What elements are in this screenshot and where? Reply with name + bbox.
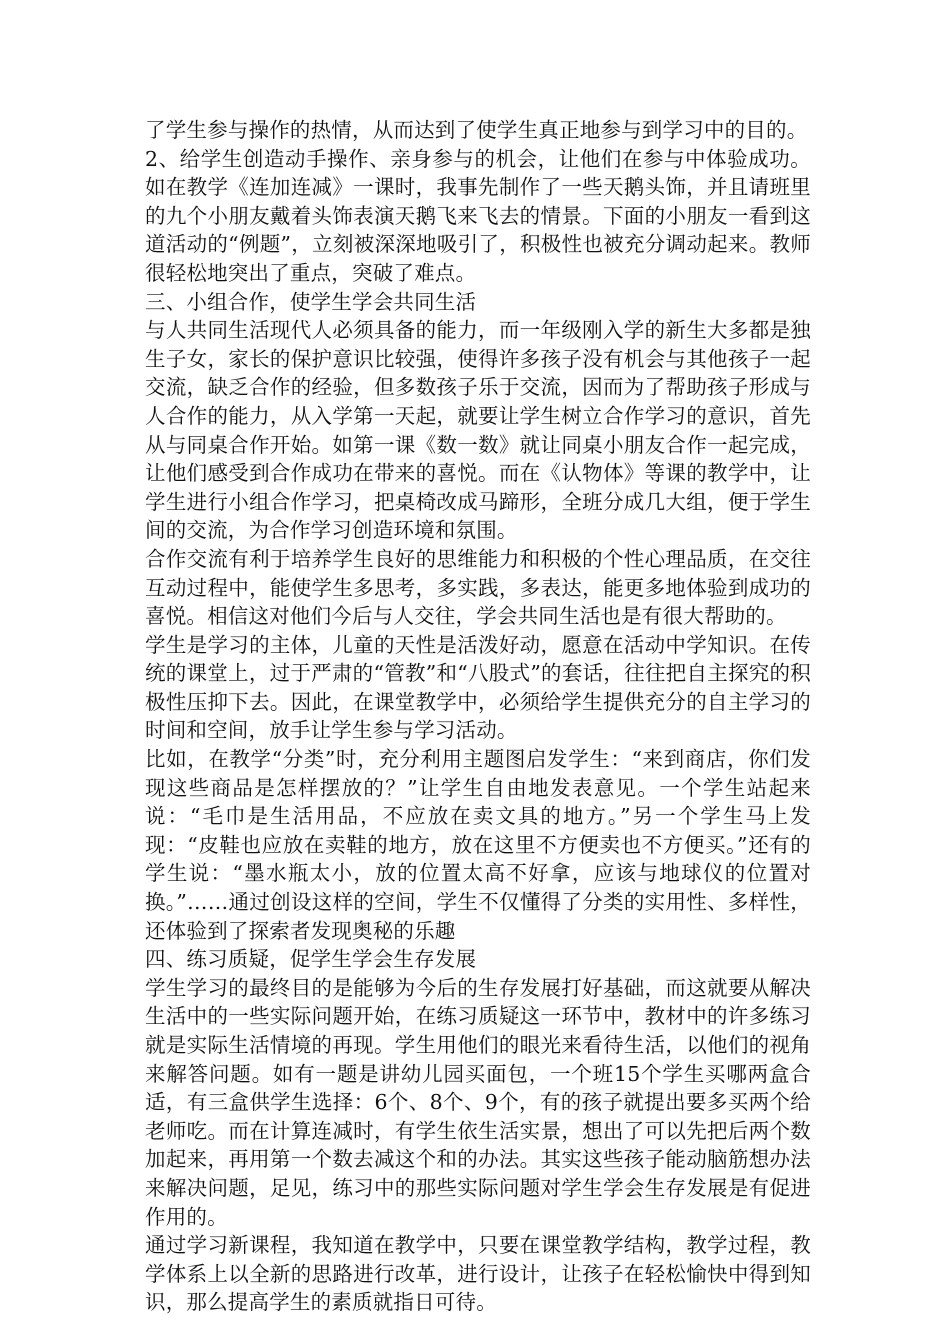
paragraph-cooperation-intro: 与人共同生活现代人必须具备的能力，而一年级刚入学的新生大多都是独生子女，家长的保护意识比较强，使得许多孩子没有机会与其他孩子一起交流，缺乏合作的经验，但多数孩子乐于交流，因而为了帮助孩子形成与人合作的能力，从入学第一天起，就要让学生树立合作学习的意识，首先从与同桌合作开始。如第一课《数一数》就让同桌小朋友合作一起完成，让他们感受到合作成功在带来的喜悦。而在《认物体》等课的教学中，让学生进行小组合作学习，把桌椅改成马蹄形，全班分成几大组，便于学生间的交流，为合作学习创造环境和氛围。 (145, 318, 811, 543)
paragraph-cooperation-benefits: 合作交流有利于培养学生良好的思维能力和积极的个性心理品质，在交往互动过程中，能使学生多思考，多实践，多表达，能更多地体验到成功的喜悦。相信这对他们今后与人交往，学会共同生活也是有很大帮助的。 (145, 546, 811, 629)
paragraph-practice-example: 学生学习的最终目的是能够为今后的生存发展打好基础，而这就要从解决生活中的一些实际问题开始，在练习质疑这一环节中，教材中的许多练习就是实际生活情境的再现。学生用他们的眼光来看待生活，以他们的视角来解答问题。如有一题是讲幼儿园买面包，一个班15个学生买哪两盒合适，有三盒供学生选择：6个、8个、9个，有的孩子就提出要多买两个给老师吃。而在计算连减时，有学生依生活实景，想出了可以先把后两个数加起来，再用第一个数去减这个和的办法。其实这些孩子能动脑筋想办法来解决问题，足见，练习中的那些实际问题对学生学会生存发展是有促进作用的。 (145, 975, 811, 1229)
document-body (145, 116, 811, 1317)
paragraph-hands-on-activity: 2、给学生创造动手操作、亲身参与的机会，让他们在参与中体验成功。如在教学《连加连减》一课时，我事先制作了一些天鹅头饰，并且请班里的九个小朋友戴着头饰表演天鹅飞来飞去的情景。下面的小朋友一看到这道活动的“例题”，立刻被深深地吸引了，积极性也被充分调动起来。教师很轻松地突出了重点，突破了难点。 (145, 146, 811, 285)
paragraph-conclusion: 通过学习新课程，我知道在教学中，只要在课堂教学结构，教学过程，教学体系上以全新的思路进行改革，进行设计，让孩子在轻松愉快中得到知识，那么提高学生的素质就指日可待。 (145, 1233, 811, 1315)
section-heading-group-cooperation: 三、小组合作，使学生学会共同生活 (145, 289, 477, 314)
section-heading-practice-questioning: 四、练习质疑，促学生学会生存发展 (145, 947, 477, 972)
paragraph-student-centered: 学生是学习的主体，儿童的天性是活泼好动，愿意在活动中学知识。在传统的课堂上，过于严肃的“管教”和“八股式”的套话，往往把自主探究的积极性压抑下去。因此，在课堂教学中，必须给学生提供充分的自主学习的时间和空间，放手让学生参与学习活动。 (145, 632, 811, 743)
paragraph-classification-example: 比如，在教学“分类”时，充分利用主题图启发学生：“来到商店，你们发现这些商品是怎样摆放的？”让学生自由地发表意见。一个学生站起来说：“毛巾是生活用品，不应放在卖文具的地方。”另一个学生马上发现：“皮鞋也应放在卖鞋的地方，放在这里不方便卖也不方便买。”还有的学生说：“墨水瓶太小，放的位置太高不好拿，应该与地球仪的位置对换。”……通过创设这样的空间，学生不仅懂得了分类的实用性、多样性，还体验到了探索者发现奥秘的乐趣 (145, 747, 811, 943)
paragraph-continuation: 了学生参与操作的热情，从而达到了使学生真正地参与到学习中的目的。 (145, 118, 808, 142)
